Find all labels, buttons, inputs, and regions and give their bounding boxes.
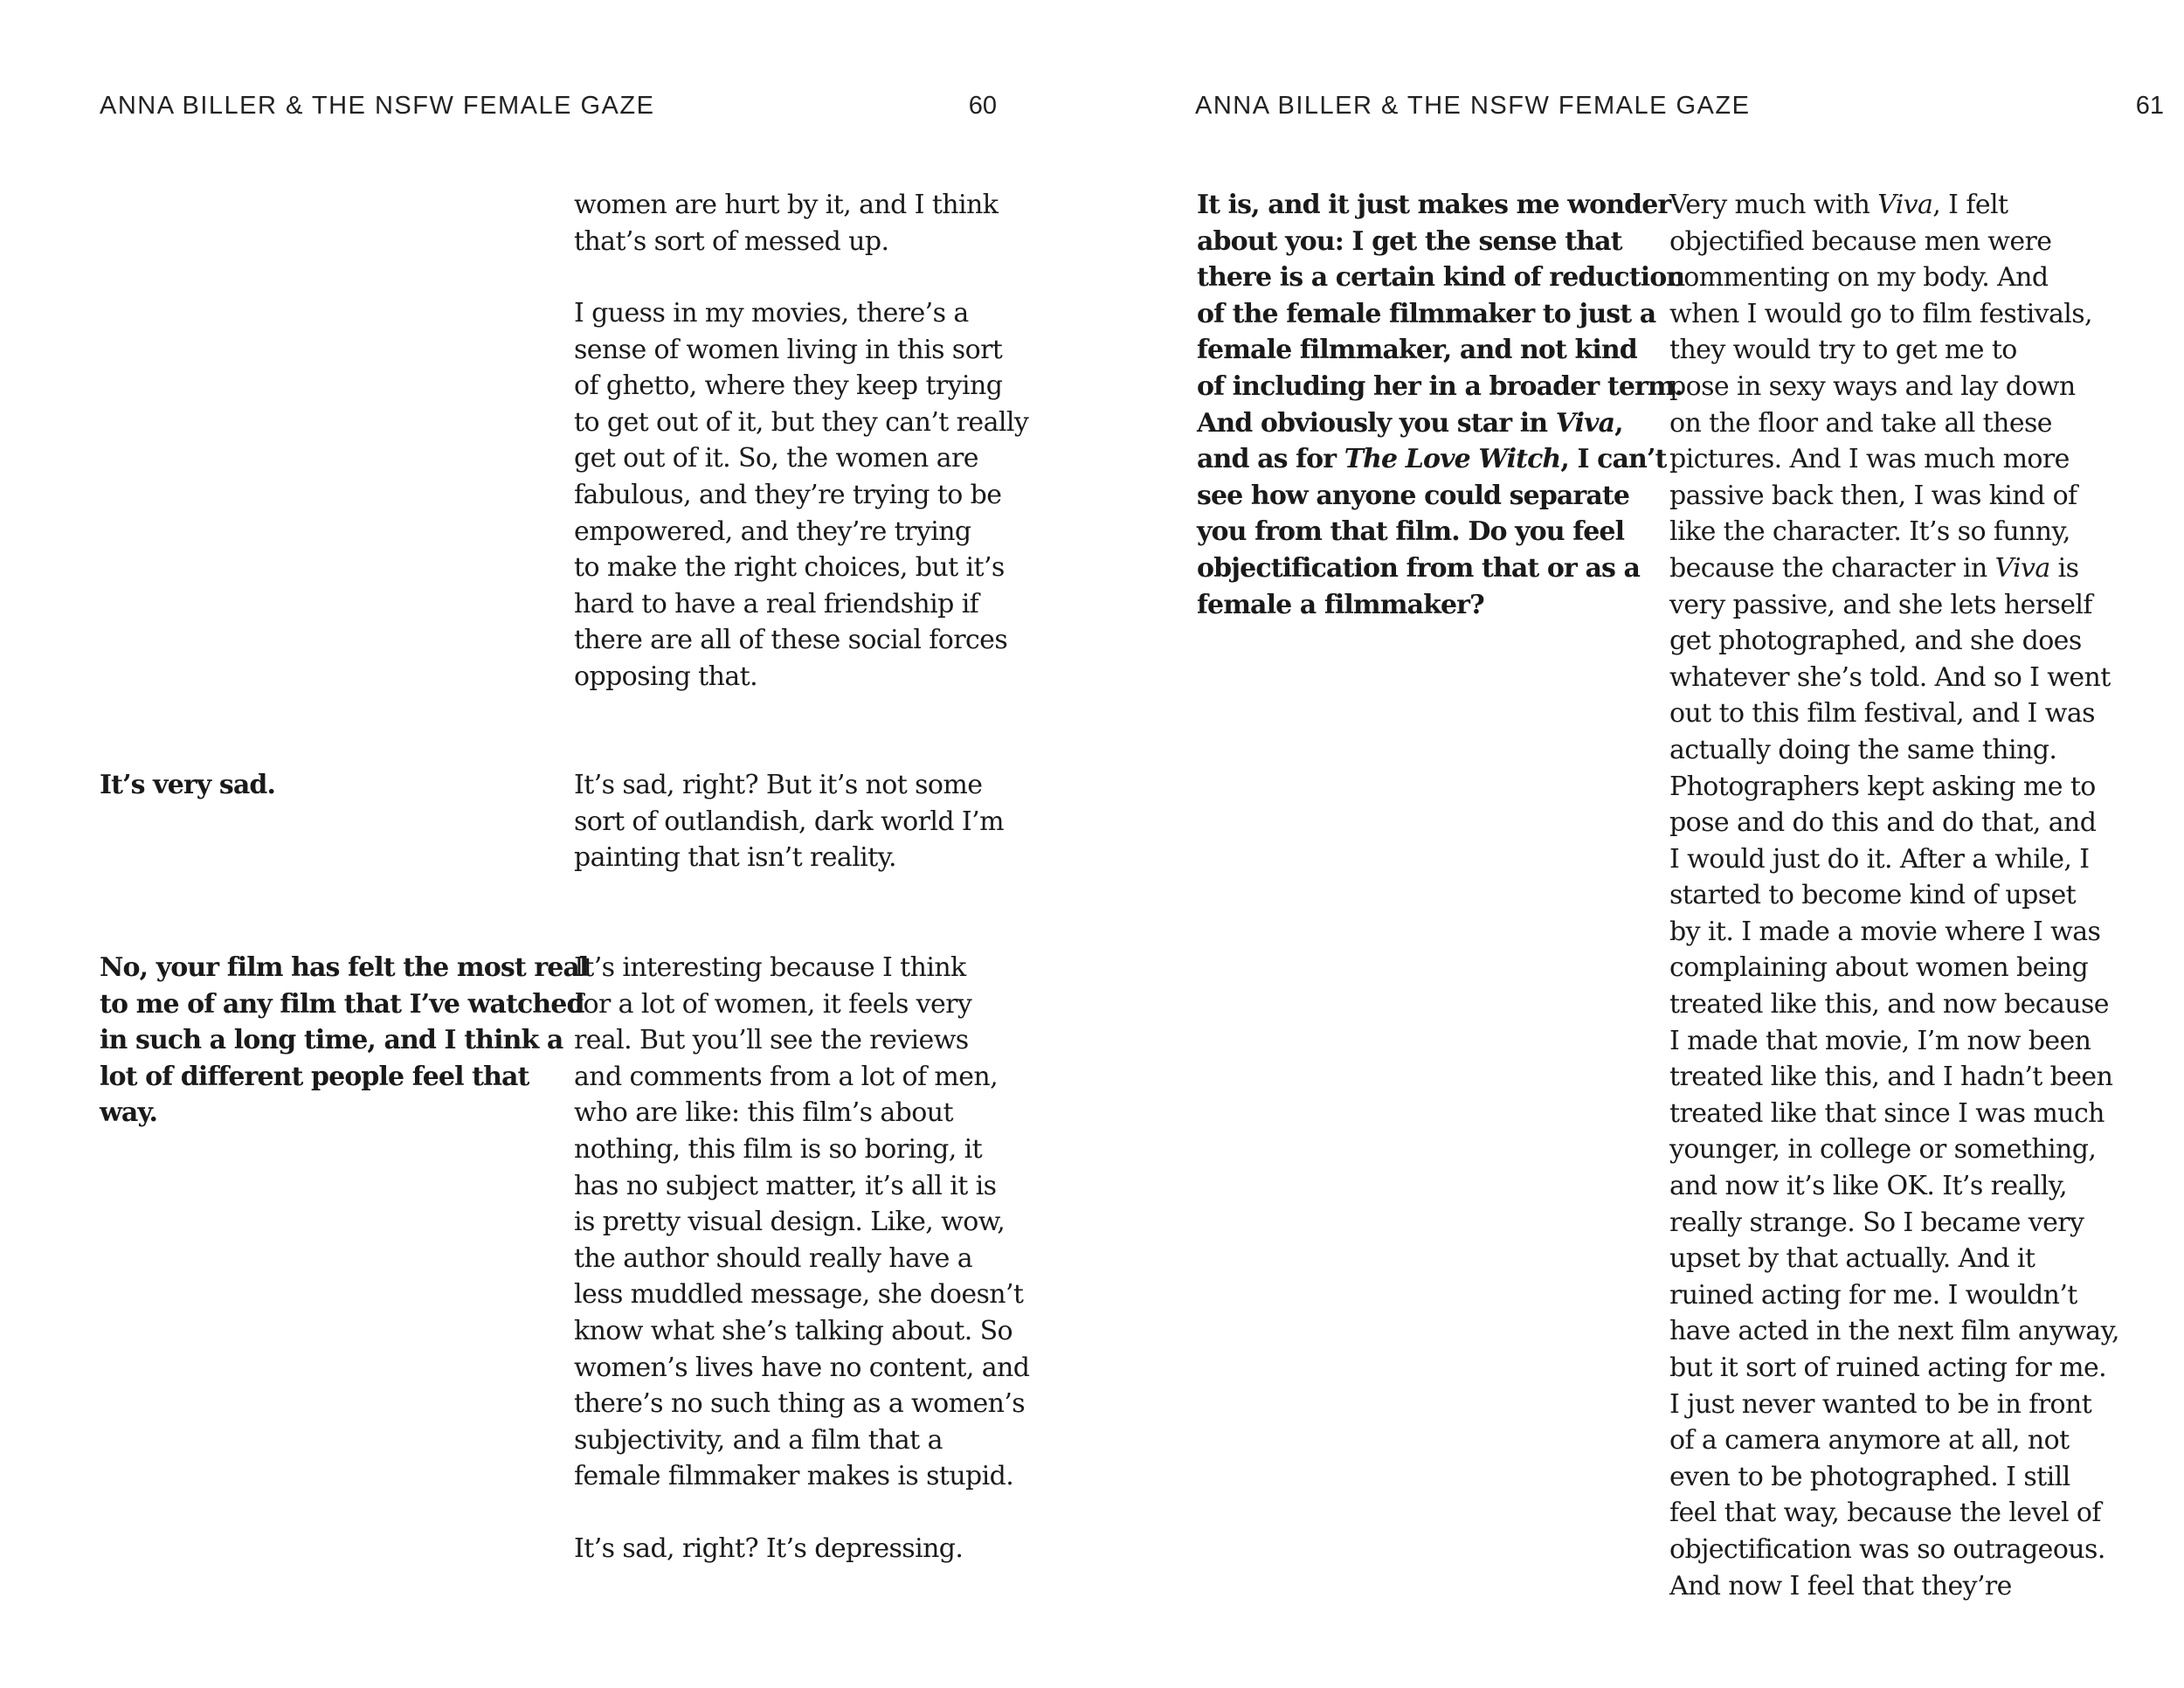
running-head: ANNA BILLER & THE NSFW FEMALE GAZE xyxy=(1195,92,1751,120)
text-line: the author should really have a xyxy=(574,1242,973,1274)
text-line: ruined acting for me. I wouldn’t xyxy=(1669,1279,2077,1311)
text-line: complaining about women being xyxy=(1669,952,2089,984)
interviewer-question xyxy=(100,950,588,1131)
text-line: who are like: this film’s about xyxy=(574,1097,953,1129)
text-line: that’s sort of messed up. xyxy=(574,225,889,257)
answer-paragraph xyxy=(574,950,1029,1495)
text-line: pictures. And I was much more xyxy=(1669,444,2070,475)
text-line: less muddled message, she doesn’t xyxy=(574,1279,1024,1311)
text-line: for a lot of women, it feels very xyxy=(574,988,972,1020)
text-line: by it. I made a movie where I was xyxy=(1669,916,2101,947)
answer-paragraph xyxy=(574,767,1004,876)
text-line: get photographed, and she does xyxy=(1669,626,2082,657)
text-line: of including her in a broader term. xyxy=(1197,370,1683,402)
text-line: to me of any film that I’ve watched xyxy=(100,988,584,1020)
text-run: , xyxy=(1614,407,1623,439)
page-number: 61 xyxy=(2135,92,2164,120)
text-run: And obviously you star in xyxy=(1197,407,1556,439)
text-line: have acted in the next film anyway, xyxy=(1669,1316,2119,1347)
text-line: there are all of these social forces xyxy=(574,625,1008,656)
text-line: and comments from a lot of men, xyxy=(574,1061,999,1092)
text-line: you from that film. Do you feel xyxy=(1197,516,1625,548)
text-line: sense of women living in this sort xyxy=(574,334,1003,365)
text-line: treated like that since I was much xyxy=(1669,1097,2105,1129)
text-line: treated like this, and I hadn’t been xyxy=(1669,1062,2113,1093)
answer-paragraph xyxy=(574,295,1028,695)
text-line: objectified because men were xyxy=(1669,225,2052,257)
film-title: Viva xyxy=(1877,190,1933,220)
text-line: but it sort of ruined acting for me. xyxy=(1669,1352,2107,1383)
text-line: and now it’s like OK. It’s really, xyxy=(1669,1171,2068,1202)
interviewer-question xyxy=(100,767,275,804)
text-line: painting that isn’t reality. xyxy=(574,842,896,874)
text-line: even to be photographed. I still xyxy=(1669,1461,2070,1492)
interviewer-question xyxy=(1197,187,1684,623)
text-line: female a filmmaker? xyxy=(1197,589,1484,620)
text-line: lot of different people feel that xyxy=(100,1061,529,1092)
text-line: out to this film festival, and I was xyxy=(1669,698,2095,730)
text-line: to make the right choices, but it’s xyxy=(574,552,1005,584)
text-line: sort of outlandish, dark world I’m xyxy=(574,806,1004,837)
text-line: get out of it. So, the women are xyxy=(574,443,978,474)
text-line: about you: I get the sense that xyxy=(1197,225,1622,257)
text-line: younger, in college or something, xyxy=(1669,1134,2097,1166)
text-line: has no subject matter, it’s all it is xyxy=(574,1170,997,1201)
text-line: subjectivity, and a film that a xyxy=(574,1424,943,1456)
text-line: pose and do this and do that, and xyxy=(1669,807,2097,839)
text-line: objectification was so outrageous. xyxy=(1669,1533,2105,1565)
text-line: way. xyxy=(100,1097,158,1129)
film-title: The Love Witch xyxy=(1344,444,1561,475)
text-line: very passive, and she lets herself xyxy=(1669,589,2092,620)
text-line: women are hurt by it, and I think xyxy=(574,190,999,220)
text-line: And now I feel that they’re xyxy=(1669,1570,2012,1602)
text-line: there is a certain kind of reduction xyxy=(1197,262,1685,294)
text-run: , I can’t xyxy=(1560,444,1667,475)
text-line: It’s very sad. xyxy=(100,770,276,800)
text-line: female filmmaker makes is stupid. xyxy=(574,1461,1014,1492)
text-line: nothing, this film is so boring, it xyxy=(574,1133,983,1165)
text-line: It’s interesting because I think xyxy=(574,952,966,983)
text-line: know what she’s talking about. So xyxy=(574,1315,1013,1346)
text-line: women’s lives have no content, and xyxy=(574,1352,1030,1383)
text-run: , I felt xyxy=(1932,190,2008,220)
answer-paragraph xyxy=(574,1531,963,1567)
text-line xyxy=(1669,187,2119,224)
text-line: I would just do it. After a while, I xyxy=(1669,843,2090,875)
text-line xyxy=(1669,550,2119,587)
text-line: passive back then, I was kind of xyxy=(1669,480,2077,511)
page-number: 60 xyxy=(968,92,997,120)
text-line: of ghetto, where they keep trying xyxy=(574,370,1003,402)
text-line: is pretty visual design. Like, wow, xyxy=(574,1207,1006,1238)
film-title: Viva xyxy=(1994,552,2050,584)
text-run: is xyxy=(2049,552,2079,584)
text-line: when I would go to film festivals, xyxy=(1669,298,2092,329)
text-line: of a camera anymore at all, not xyxy=(1669,1425,2070,1456)
film-title: Viva xyxy=(1555,407,1615,439)
running-head: ANNA BILLER & THE NSFW FEMALE GAZE xyxy=(100,92,655,120)
text-run: because the character in xyxy=(1669,552,1995,584)
text-line: I made that movie, I’m now been xyxy=(1669,1025,2091,1056)
text-line: on the floor and take all these xyxy=(1669,407,2052,439)
text-line xyxy=(1197,441,1684,478)
text-line: Photographers kept asking me to xyxy=(1669,771,2096,802)
text-line: upset by that actually. And it xyxy=(1669,1243,2035,1275)
text-line: like the character. It’s so funny, xyxy=(1669,516,2070,548)
text-line: there’s no such thing as a women’s xyxy=(574,1388,1026,1420)
text-line: real. But you’ll see the reviews xyxy=(574,1025,969,1056)
text-line: fabulous, and they’re trying to be xyxy=(574,479,1002,510)
text-line: whatever she’s told. And so I went xyxy=(1669,661,2111,693)
text-line: they would try to get me to xyxy=(1669,335,2017,366)
text-line: commenting on my body. And xyxy=(1669,262,2049,294)
text-line: It’s sad, right? But it’s not some xyxy=(574,770,983,800)
text-run: and as for xyxy=(1197,444,1344,475)
text-line: objectification from that or as a xyxy=(1197,552,1641,584)
text-line: hard to have a real friendship if xyxy=(574,588,979,619)
text-line: I guess in my movies, there’s a xyxy=(574,298,969,329)
text-line: It’s sad, right? It’s depressing. xyxy=(574,1533,964,1564)
text-line: It is, and it just makes me wonder xyxy=(1197,190,1671,220)
text-line: pose in sexy ways and lay down xyxy=(1669,370,2076,402)
text-line: feel that way, because the level of xyxy=(1669,1498,2101,1529)
text-line: in such a long time, and I think a xyxy=(100,1025,563,1056)
text-line: female filmmaker, and not kind xyxy=(1197,335,1637,366)
text-line: see how anyone could separate xyxy=(1197,480,1630,511)
text-line xyxy=(1197,405,1684,442)
text-line: empowered, and they’re trying xyxy=(574,515,971,547)
answer-paragraph xyxy=(1669,187,2119,1604)
text-line: opposing that. xyxy=(574,661,758,692)
answer-paragraph xyxy=(574,187,998,259)
text-line: No, your film has felt the most real xyxy=(100,952,589,983)
text-line: of the female filmmaker to just a xyxy=(1197,298,1656,329)
right-page xyxy=(1092,0,2184,1688)
text-line: to get out of it, but they can’t really xyxy=(574,406,1029,438)
text-line: really strange. So I became very xyxy=(1669,1207,2084,1238)
text-line: treated like this, and now because xyxy=(1669,989,2109,1020)
text-line: actually doing the same thing. xyxy=(1669,734,2057,765)
text-run: Very much with xyxy=(1669,190,1878,220)
text-line: I just never wanted to be in front xyxy=(1669,1388,2092,1420)
text-line: started to become kind of upset xyxy=(1669,880,2077,911)
